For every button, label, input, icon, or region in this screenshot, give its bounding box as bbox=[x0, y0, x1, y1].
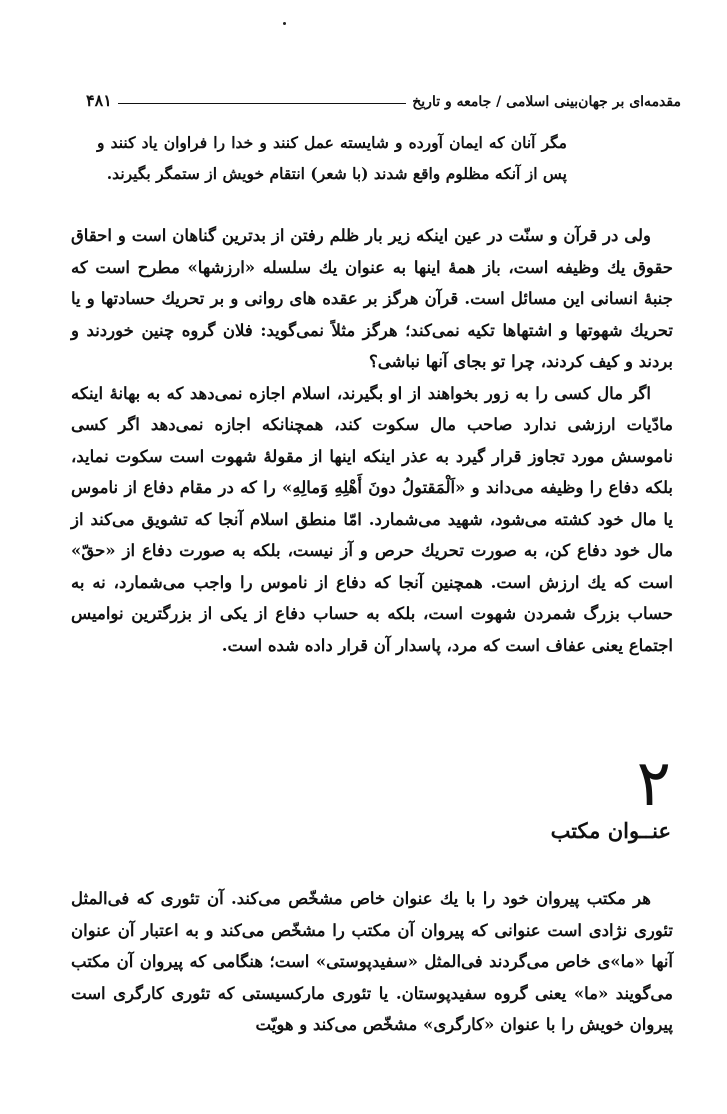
header-rule bbox=[118, 103, 406, 104]
print-speck bbox=[283, 22, 286, 25]
section-number: ۲ bbox=[636, 747, 671, 821]
book-title: مقدمه‌ای بر جهان‌بینی اسلامی / جامعه و تاریخ bbox=[412, 94, 681, 110]
section-heading bbox=[471, 747, 671, 843]
body-text-section-1 bbox=[71, 220, 673, 661]
paragraph: ولی در قرآن و سنّت در عین اینکه زیر بار ظلم رفتن از بدترین گناهان است و احقاق حقوق یك وظیفه است، باز همهٔ اینها به عنوان یك سلسله «ارزشها» مطرح است که جنبهٔ انسانی این مسائل است. قرآن هرگز بر عقده های روانی و بر تحریك حسادتها و یا تحریك شهوتها و اشتهاها تکیه نمی‌کند؛ هرگز مثلاً نمی‌گوید: فلان گروه چنین خوردند و بردند و کیف کردند، چرا تو بجای آنها نباشی؟ bbox=[71, 226, 673, 371]
quranic-translation-quote: مگر آنان که ایمان آورده و شایسته عمل کنند و خدا را فراوان یاد کنند و پس از آنکه مظلوم واقع شدند (با شعر) انتقام خویش از ستمگر بگیرند. bbox=[97, 133, 567, 183]
running-header bbox=[86, 84, 681, 110]
body-text-section-2 bbox=[71, 883, 673, 1041]
section-title: عنــوان مکتب bbox=[550, 818, 671, 843]
paragraph: اگر مال کسی را به زور بخواهند از او بگیرند، اسلام اجازه نمی‌دهد که به بهانهٔ اینکه مادّیات ارزشی ندارد صاحب مال سکوت کند، همچنانکه اجازه نمی‌دهد اگر کسی ناموسش مورد تجاوز قرار گیرد به عذر اینکه اینها از مقولهٔ شهوت است سکوت نماید، بلکه دفاع را وظیفه می‌داند و «اَلْمَقتولُ دونَ أَهْلِهِ وَمالِهِ» را که در مقام دفاع از ناموس یا مال خود کشته می‌شود، شهید می‌شمارد. امّا منطق اسلام آنجا که تشویق می‌کند از مال خود دفاع کن، به صورت تحریك حرص و آز نیست، بلکه به صورت دفاع از «حقّ» است که یك ارزش است. همچنین آنجا که دفاع از ناموس را واجب می‌شمارد، نه به حساب بزرگ شمردن شهوت است، بلکه به حساب دفاع از یکی از بزرگترین نوامیس اجتماع یعنی عفاف است که مرد، پاسدار آن قرار داده شده است. bbox=[71, 383, 673, 655]
paragraph: هر مکتب پیروان خود را با یك عنوان خاص مشخّص می‌کند. آن تئوری که فی‌المثل تئوری نژادی است عنوانی که پیروان آن مکتب را مشخّص می‌کند و به اعتبار آن عنوان آنها «ما»ی خاص می‌گردند فی‌المثل «سفیدپوستی» است؛ هنگامی که پیروان آن مکتب می‌گویند «ما» یعنی گروه سفیدپوستان. یا تئوری مارکسیستی که تئوری کارگری است پیروان خویش را با عنوان «کارگری» مشخّص می‌کند و هویّت bbox=[71, 889, 673, 1034]
page-number: ۴۸۱ bbox=[86, 91, 112, 110]
